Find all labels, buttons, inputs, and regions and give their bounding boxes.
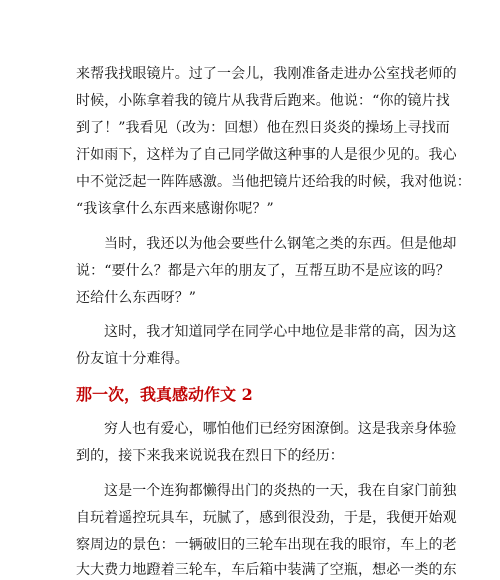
text-line: 察周边的景色：一辆破旧的三轮车出现在我的眼帘，车上的老: [76, 537, 457, 553]
text-line: 中不觉泛起一阵阵感激。当他把镜片还给我的时候，我对他说：: [76, 174, 471, 190]
text-line: 时候，小陈拿着我的镜片从我背后跑来。他说：“你的镜片找: [76, 93, 450, 109]
text-line: 大大费力地蹬着三轮车，车后箱中装满了空瓶，想必一类的东: [76, 562, 457, 578]
text-line: 还给什么东西呀？”: [76, 290, 197, 306]
text-line: 这是一个连狗都懒得出门的炎热的一天，我在自家门前独: [104, 483, 457, 499]
text-line: 这时，我才知道同学在同学心中地位是非常的高，因为这: [104, 324, 457, 340]
text-line: 到的，接下来我来说说我在烈日下的经历：: [76, 448, 344, 464]
text-line: 自玩着遥控玩具车，玩腻了，感到很没劲，于是，我便开始观: [76, 510, 457, 526]
text-line: 来帮我找眼镜片。过了一会儿，我刚准备走进办公室找老师的: [76, 66, 457, 82]
text-line: 汗如雨下，这样为了自己同学做这种事的人是很少见的。我心: [76, 147, 457, 163]
text-line: 说：“要什么？都是六年的朋友了，互帮互助不是应该的吗？: [76, 263, 450, 279]
text-line: 份友谊十分难得。: [76, 351, 189, 367]
text-line: “我该拿什么东西来感谢你呢？”: [76, 201, 274, 217]
text-line: 穷人也有爱心，哪怕他们已经穷困潦倒。这是我亲身体验: [104, 421, 457, 437]
text-line: 到了！”我看见（改为：回想）他在烈日炎炎的操场上寻找而: [76, 120, 450, 136]
section-heading: 那一次，我真感动作文 2: [76, 385, 253, 404]
text-line: 当时，我还以为他会要些什么钢笔之类的东西。但是他却: [104, 236, 457, 252]
